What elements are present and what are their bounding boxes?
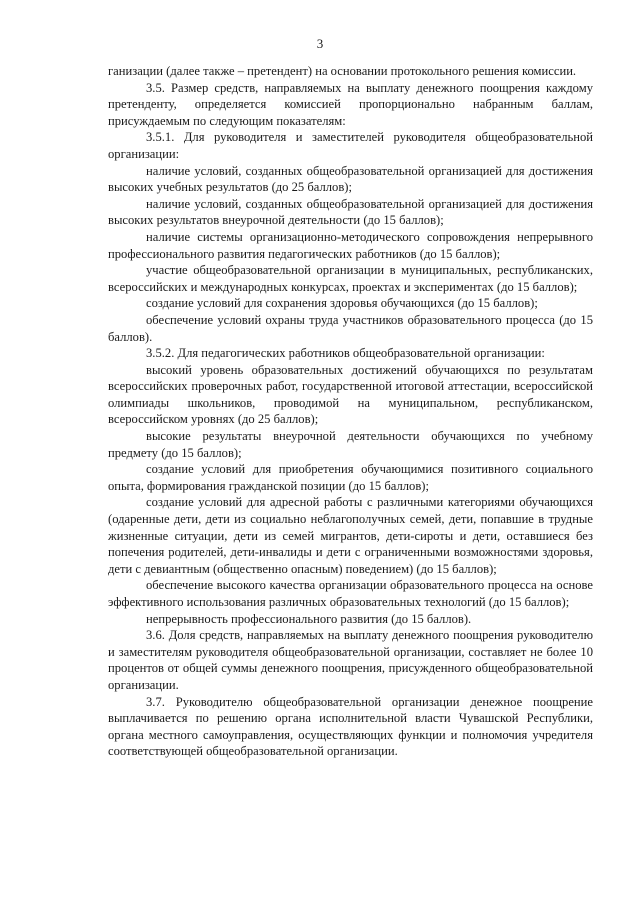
- paragraph: участие общеобразовательной организации в муниципальных, республиканских, всероссийских и международных конкурсах, проектах и экспериментах (до 15 баллов);: [108, 263, 593, 294]
- paragraph: 3.5.1. Для руководителя и заместителей руководителя общеобразовательной организации:: [108, 130, 593, 161]
- paragraph: высокий уровень образовательных достижений обучающихся по результатам всероссийских проверочных работ, государственной итоговой аттестации, всероссийской олимпиады школьников, проводимой на муниципальном, республиканском, всероссийском уровнях (до 25 баллов);: [108, 362, 593, 427]
- paragraph: ганизации (далее также – претендент) на основании протокольного решения комиссии.: [108, 64, 577, 78]
- paragraph: создание условий для сохранения здоровья обучающихся (до 15 баллов);: [146, 296, 538, 311]
- paragraph: наличие условий, созданных общеобразовательной организацией для достижения высоких результатов внеурочной деятельности (до 15 баллов);: [108, 196, 593, 228]
- paragraph: 3.5.2. Для педагогических работников общеобразовательной организации:: [146, 346, 545, 361]
- paragraph: обеспечение высокого качества организации образовательного процесса на основе эффективного использования различных образовательных технологий (до 15 баллов);: [108, 578, 593, 609]
- paragraph: высокие результаты внеурочной деятельности обучающихся по учебному предмету (до 15 баллов);: [108, 429, 593, 460]
- document-body: [108, 63, 593, 760]
- paragraph: наличие условий, созданных общеобразовательной организацией для достижения высоких учебных результатов (до 25 баллов);: [108, 163, 593, 195]
- paragraph: создание условий для приобретения обучающимися позитивного социального опыта, формирования гражданской позиции (до 15 баллов);: [108, 462, 593, 493]
- paragraph: обеспечение условий охраны труда участников образовательного процесса (до 15 баллов).: [108, 312, 593, 344]
- paragraph: 3.7. Руководителю общеобразовательной организации денежное поощрение выплачивается по решению органа исполнительной власти Чувашской Республики, органа местного самоуправления, осуществляющих функции и полномочия учредителя соответствующей общеобразовательной организации.: [108, 694, 593, 759]
- paragraph: наличие системы организационно-методического сопровождения непрерывного профессионального развития педагогических работников (до 15 баллов);: [108, 229, 593, 261]
- paragraph: непрерывность профессионального развития (до 15 баллов).: [146, 611, 472, 626]
- page-number: 3: [316, 36, 324, 51]
- paragraph: 3.5. Размер средств, направляемых на выплату денежного поощрения каждому претенденту, определяется комиссией пропорционально набранным баллам, присуждаемым по следующим показателям:: [108, 80, 593, 128]
- paragraph: создание условий для адресной работы с различными категориями обучающихся (одаренные дети, дети из социально неблагополучных семей, дети, попавшие в трудные жизненные ситуации, дети из семей мигрантов, дети-сироты и дети, оставшиеся без попечения родителей, дети-инвалиды и дети с ограниченными возможностями здоровья, дети с девиантным (общественно опасным) поведением) (до 15 баллов);: [108, 495, 593, 576]
- paragraph: 3.6. Доля средств, направляемых на выплату денежного поощрения руководителю и заместителям руководителя общеобразовательной организации, составляет не более 10 процентов от общей суммы денежного поощрения, присужденного общеобразовательной организации.: [108, 628, 593, 692]
